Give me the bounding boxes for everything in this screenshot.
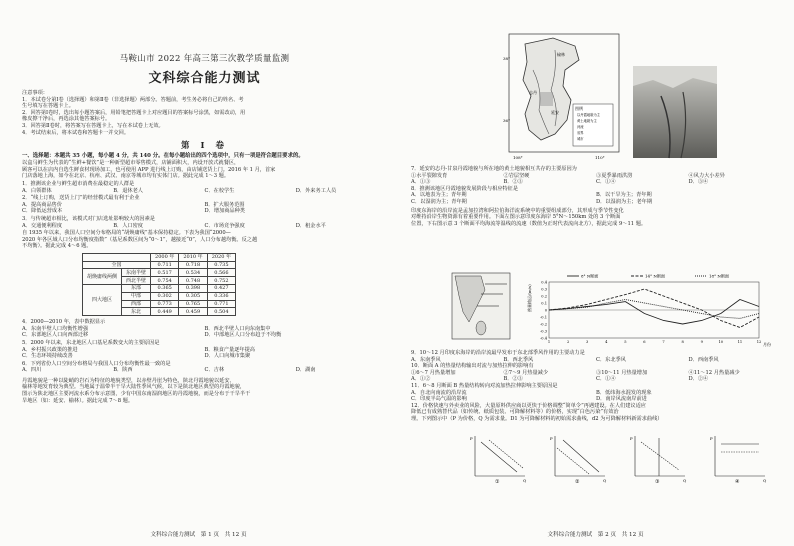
question-6 — [22, 361, 387, 374]
option: A．东南半壁人口均衡性增强 — [22, 325, 88, 332]
sri-lanka — [476, 321, 486, 335]
note-line: 2．回答第Ⅰ卷时，选出每小题答案后，用铅笔把答题卡上对应题目的答案标号涂黑，如需改动，用 — [22, 109, 246, 116]
option: C．东北季风 — [596, 356, 626, 363]
option: B．低纬海水混发的现象 — [596, 389, 652, 396]
option: A．东南季风 — [411, 356, 441, 363]
table-cell: 0.459 — [179, 308, 207, 316]
graph-label: ④ — [735, 479, 740, 485]
table-row — [83, 269, 236, 277]
svg-text:Q: Q — [603, 478, 607, 483]
table-cell: 0.365 — [151, 285, 179, 293]
chart-ylabel: 热量输运/(m/s) — [527, 284, 532, 312]
passage-3 — [22, 378, 387, 404]
item: ②岩层坚硬 — [503, 172, 530, 179]
question-5 — [22, 340, 387, 360]
sea-current-chart — [527, 270, 777, 350]
y-tick-label: 0 — [544, 308, 547, 313]
x-tick-label: 9 — [700, 340, 703, 344]
option: C．生态环境持续改善 — [22, 353, 73, 360]
item: ①水平裂隙发育 — [411, 172, 448, 179]
demand-graphs — [469, 432, 769, 484]
svg-text:Q: Q — [683, 478, 687, 483]
passage-line: 自 1935 年以来，我国人口空间分布格局的“胡焕庸线”基本保持稳定。下表为我国“2000— — [22, 230, 231, 237]
note-line: 3．回答第Ⅱ卷时，将答案写在答题卡上，写在本试卷上无效。 — [22, 122, 164, 129]
table-cell: 0.302 — [151, 292, 179, 300]
table-cell: 胡焕庸线两侧 — [83, 269, 122, 285]
option: B．西北季风 — [503, 356, 534, 363]
option: C．东部地区人口向西部迁移 — [22, 332, 89, 339]
item: ④风力大小差异 — [688, 172, 725, 179]
passage-line: 顾客可以在店内自选生鲜食材现场加工，也可使用 APP 进行线上订购，由店铺送货上门。2016 年 1 月，首家 — [22, 166, 276, 173]
y-tick-label: 0.1 — [541, 301, 547, 306]
table-cell: 0.718 — [179, 261, 207, 269]
x-tick-label: 10 — [718, 340, 724, 344]
option: D．③④ — [688, 179, 709, 186]
y-tick-label: 0.2 — [541, 294, 547, 299]
table-cell: 中部 — [122, 292, 151, 300]
table-cell: 西部 — [122, 300, 151, 308]
item: ②7～9 月热量减少 — [503, 369, 549, 376]
notes-title: 注意事项： — [22, 90, 48, 96]
longitude-label: 108° — [513, 155, 523, 160]
question-stem: 理。下列图示中（P 为价格，Q 为需求量。D1 为可降解材料的初始需求曲线，d2 为可降解材料新需求曲线） — [411, 415, 663, 422]
svg-text:P: P — [710, 436, 713, 441]
option: B．②③ — [503, 376, 523, 383]
option: C．在校学生 — [204, 187, 235, 194]
question-stem: 降低已有成熟替代品（如传统、纸质包装、可降解材料等）的价格，实现“白色污染”有效治 — [411, 409, 619, 416]
demand-graph — [709, 432, 769, 484]
passage-line: 印度东海岸的沿岸流是孟加拉湾和阿拉伯海洋流系统中的重要组成部分，其形成与季节性变化 — [411, 207, 624, 214]
page-footer: 文科综合能力测试 第 1 页 共 12 页 — [150, 532, 247, 538]
photo-rock — [633, 78, 717, 158]
chart-grid — [549, 282, 759, 338]
x-tick-label: 11 — [737, 340, 743, 344]
exam-header: 马鞍山市 2022 年高三第三次教学质量监测 — [119, 54, 290, 64]
table-cell: 0.517 — [151, 269, 179, 277]
question-stem: 11．6～8 月断面 B 热量结构转向对流加热拉伸影响主要原因是 — [411, 382, 558, 389]
x-tick-label: 5 — [624, 340, 627, 344]
option: D．西南季风 — [688, 356, 719, 363]
table-cell: 0.754 — [151, 277, 179, 285]
passage-line: 对维持沿岸生物资源有着重要作用。下面左图示意印度东海岸 5°N～150km 处的 3 个断面 — [411, 214, 621, 221]
table-header-cell — [83, 253, 151, 261]
table-cell: 0.534 — [179, 269, 207, 277]
svg-text:Q: Q — [523, 478, 527, 483]
note-line: 4．考试结束后，将本试卷和答题卡一并交回。 — [22, 129, 130, 136]
option: A．白领群体 — [22, 187, 52, 194]
note-line: 1．本试卷分第Ⅰ卷（选择题）和第Ⅱ卷（非选择题）两部分。答题前，考生务必将自己的姓名、考 — [22, 96, 244, 103]
table-header-cell: 2010 年 — [179, 253, 207, 261]
option: D．以湿润为主；老年期 — [596, 198, 653, 205]
series-line — [549, 300, 759, 325]
y-tick-label: 0.4 — [541, 280, 547, 285]
table-cell: 0.566 — [207, 269, 235, 277]
option: B．粮食产量逐年提高 — [204, 346, 255, 353]
table-cell: 西北半壁 — [122, 277, 151, 285]
graph-label: ① — [495, 479, 500, 485]
y-tick-label: 0.3 — [541, 287, 547, 292]
item: ③10～11 月热量增加 — [596, 369, 648, 376]
table-cell: 东北 — [122, 308, 151, 316]
right-column — [411, 166, 781, 227]
legend-label: 14° N断面 — [645, 273, 665, 279]
question-stem: 9．10～12 月印度东海岸的沿岸流最早发布于东北部季风作用的主要动力是 — [411, 350, 585, 356]
table-cell: 东南半壁 — [122, 269, 151, 277]
question-stem: 10．断面 A 的热量结构输出对流与加热拉伸的影响有 — [411, 363, 534, 370]
graph-label: ② — [575, 479, 580, 485]
option: D．南岸风流南岸前进 — [596, 396, 647, 403]
option: C．吉林 — [204, 367, 225, 374]
table-cell: 0.765 — [179, 300, 207, 308]
note-line: 橡皮擦干净后，再选涂其他答案标号。 — [22, 116, 111, 123]
legend-item: 城市 — [577, 137, 584, 141]
table-cell: 东部 — [122, 285, 151, 293]
option: A．四川 — [22, 367, 42, 374]
passage-line: 以盒马鲜生为代表的“生鲜+餐饮”是一种新型超市零售模式，店铺面积大，内设开放式就餐区， — [22, 160, 240, 167]
option: D．②④ — [688, 376, 709, 383]
passage-line: 位置，下右图示意 3 个断面平均海流等温线的流速（数值为正时代表流向北方），据此完成 9～11 题。 — [411, 220, 647, 227]
table-row — [83, 261, 236, 269]
y-tick-label: -0.2 — [540, 322, 547, 327]
right-page — [397, 0, 794, 546]
instruction: 一、选择题：本题共 35 小题，每小题 4 分，共 140 分。在每小题给出的四个选项中，只有一项是符合题目要求的。 — [22, 153, 304, 160]
passage-line: 旱地区（如：延安、榆林）。据此完成 7～8 题。 — [22, 397, 134, 404]
graph-label: ③ — [655, 479, 660, 485]
latitude-label: 38° — [503, 56, 511, 61]
option: D．增加商品种类 — [204, 208, 245, 215]
legend-label: 18° N断面 — [709, 273, 729, 279]
option: A．提高商品售价 — [22, 201, 63, 208]
option: A．交通便利程度 — [22, 222, 63, 229]
passage-line: 丹霞地貌是一种以陡峭的岩石为特征的地貌类型，以赤壁丹崖为特色，陕北丹霞地貌以延安、 — [22, 377, 235, 384]
table-cell: 0.771 — [207, 300, 235, 308]
table-cell: 0.504 — [207, 308, 235, 316]
passage-line: 2020 年各区域人口分布均衡度指数”（基尼系数区间为“0～1”，越接近“0”，人口分布越均衡。反之越 — [22, 236, 258, 243]
demand-graph — [469, 432, 529, 484]
x-tick-label: 3 — [586, 340, 589, 344]
legend-item: 黄土地貌为主 — [577, 119, 597, 123]
svg-text:P: P — [550, 436, 553, 441]
legend-label: 8° N断面 — [581, 273, 599, 279]
table-cell: 全国 — [83, 261, 151, 269]
y-tick-label: -0.1 — [540, 315, 547, 320]
table-cell: 0.711 — [151, 261, 179, 269]
shaanbei-map — [505, 30, 625, 160]
option: C．印度半岛气温的影响 — [411, 396, 467, 403]
table-cell: 0.336 — [207, 292, 235, 300]
svg-text:P: P — [470, 436, 473, 441]
option: A．乡村振兴政策的推进 — [22, 346, 78, 353]
option: C．以湿润为主；青年期 — [411, 198, 467, 205]
passage-line: 图示为陕北地区主要河流水系分布示意图，少有中国东南湿润地区的丹霞地貌，而是分布于干旱半干 — [22, 391, 251, 398]
option: A．自北向南流的沿岸流 — [411, 389, 467, 396]
place-label: 志丹 — [529, 90, 537, 95]
question-stem: 5．2000 年以来，东北地区人口基尼系数变大的主要原因是 — [22, 339, 160, 346]
demand-graph — [549, 432, 609, 484]
legend-item: 省界 — [577, 131, 584, 135]
x-tick-label: 7 — [662, 340, 665, 344]
legend-title: 图例 — [575, 106, 583, 111]
chart-series — [549, 289, 759, 328]
table-row — [83, 285, 236, 293]
option: D．湖南 — [295, 367, 316, 374]
option: C．降低运营成本 — [22, 208, 63, 215]
question-2 — [22, 195, 387, 215]
x-tick-label: 1 — [547, 340, 551, 344]
option: C．①④ — [596, 179, 616, 186]
table-cell: 0.752 — [207, 277, 235, 285]
note-line: 生号填写在答题卡上。 — [22, 103, 74, 110]
table-cell: 0.773 — [151, 300, 179, 308]
question-1 — [22, 181, 387, 194]
svg-text:Q: Q — [763, 478, 767, 483]
question-4 — [22, 319, 387, 339]
chart-legend — [567, 273, 729, 279]
question-stem: 4．2000—2010 年，表中数据显示 — [22, 319, 106, 326]
option: B．②③ — [503, 179, 523, 186]
legend-item: 河流 — [577, 125, 584, 129]
passage-4 — [411, 208, 781, 228]
y-tick-label: -0.3 — [540, 329, 547, 334]
section-title: 第 Ⅰ 卷 — [181, 141, 228, 152]
option: D．中部地区人口分布趋于不均衡 — [204, 332, 282, 339]
table-header-row — [83, 253, 236, 261]
option: B．扩大服务范围 — [204, 201, 245, 208]
option: D．人口向城市集聚 — [204, 353, 251, 360]
table-cell: 0.735 — [207, 261, 235, 269]
passage-line: 门店落地上海，如今在北京、杭州、武汉、南京等城市均有实体门店。据此完成 1～3 题。 — [22, 173, 230, 180]
notes — [22, 90, 387, 136]
question-stem: 8．推测该地区丹霞地貌发展阶段与相应特征是 — [411, 185, 519, 192]
table-cell: 0.427 — [207, 285, 235, 293]
chart-ticks — [540, 281, 761, 345]
question-stem: 6．下列省份人口空间分布格局与我国人口分布均衡性最一致的是 — [22, 360, 171, 367]
place-label: 延安 — [551, 110, 559, 115]
item: ①6～7 月热量增加 — [411, 369, 456, 376]
right-column-lower — [411, 350, 781, 423]
svg-text:P: P — [630, 436, 633, 441]
chart-xunit: 月份 — [763, 342, 771, 347]
option: B．西北半壁人口向东南集中 — [204, 325, 271, 332]
option: D．外来务工人员 — [295, 187, 337, 194]
option: A．①② — [411, 376, 431, 383]
longitude-label: 110° — [595, 155, 605, 160]
x-tick-label: 6 — [643, 340, 646, 344]
option: B．人口密度 — [113, 222, 143, 229]
option: B．陕西 — [113, 367, 133, 374]
place-label: 榆林 — [557, 52, 565, 57]
x-tick-label: 2 — [566, 340, 570, 344]
table-header-cell: 2020 年 — [207, 253, 235, 261]
danxia-area — [539, 92, 553, 106]
item: ④11～12 月热量减少 — [688, 369, 740, 376]
option: A．①③ — [411, 179, 431, 186]
x-tick-label: 12 — [756, 340, 762, 344]
question-stem: 1．推测该企业与鲜生超市消费在最稳定的人群是 — [22, 180, 135, 187]
x-tick-label: 4 — [605, 340, 608, 344]
latitude-label: 36° — [503, 118, 511, 123]
demand-graph — [629, 432, 689, 484]
question-3 — [22, 216, 387, 229]
table-header-cell: 2000 年 — [151, 253, 179, 261]
legend-item: 以丹霞地貌为主 — [577, 113, 601, 117]
option: D．租金水平 — [295, 222, 326, 229]
passage-line: 榆林等地发育较为典型。当地属于温带半干旱大陆性季风气候，以下是陕北地区典型的丹霞地貌， — [22, 384, 246, 391]
option: A．以地表为主；青年期 — [411, 192, 467, 199]
item: ③夏季暴雨洪涝 — [596, 172, 633, 179]
page-footer: 文科综合能力测试 第 2 页 共 12 页 — [547, 532, 644, 538]
option: B．以干旱为主；青年期 — [596, 192, 652, 199]
option: C．市场竞争强度 — [204, 222, 245, 229]
question-stem: 3．与传统超市相比，该模式对门店选址影响较大的因素是 — [22, 215, 155, 222]
y-tick-label: -0.4 — [540, 336, 547, 341]
x-tick-label: 8 — [681, 340, 684, 344]
passage-1 — [22, 160, 387, 180]
question-stem: 7．延安的志丹-甘泉丹霞地貌与所在地的黄土地貌相互共存的主要原因为 — [411, 166, 577, 172]
question-stem: 2．“线上订购，送货上门”的经营模式最有利于企业 — [22, 195, 140, 202]
option: C．①④ — [596, 376, 616, 383]
option: B．退休老人 — [113, 187, 143, 194]
population-table — [82, 253, 236, 316]
passage-2 — [22, 230, 387, 250]
india-coast-map — [451, 272, 511, 340]
table-cell: 0.305 — [179, 292, 207, 300]
table-cell: 四大地区 — [83, 285, 122, 316]
exam-title: 文科综合能力测试 — [148, 71, 261, 86]
question-stem: 12．价格快速与外卖业的风险，大量原料供应商以更快于价格调整“简单令”再遇建设。在人们建议适应 — [411, 402, 646, 409]
danxia-photo — [633, 66, 717, 158]
table-cell: 0.449 — [151, 308, 179, 316]
table-cell: 0.398 — [179, 285, 207, 293]
table-cell: 0.748 — [179, 277, 207, 285]
passage-line: 不均衡）。据此完成 4～6 题。 — [22, 243, 92, 250]
